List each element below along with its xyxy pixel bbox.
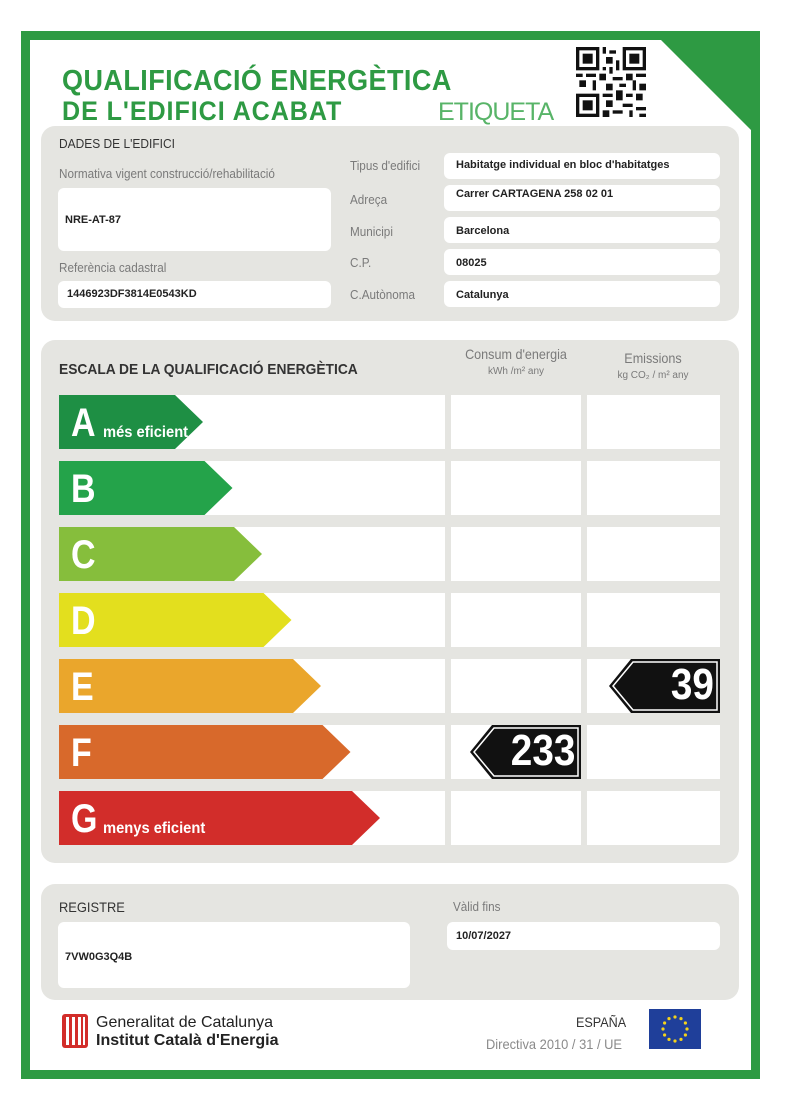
emissions-cell xyxy=(587,527,720,581)
rating-bar-c xyxy=(59,527,262,581)
eu-star-icon xyxy=(673,1039,676,1042)
registry-field xyxy=(58,922,410,988)
title-line-1: QUALIFICACIÓ ENERGÈTICA xyxy=(62,65,452,97)
rating-letter: A xyxy=(71,401,96,445)
rating-arrow-shape xyxy=(59,725,351,779)
eu-star-icon xyxy=(673,1015,676,1018)
postal-value: 08025 xyxy=(456,257,487,269)
type-field xyxy=(444,153,720,179)
consumption-cell xyxy=(451,593,581,647)
consumption-head-label: Consum d'energia xyxy=(465,346,567,362)
rating-bar-d xyxy=(59,593,292,647)
regulation-value: NRE-AT-87 xyxy=(65,214,122,226)
emissions-unit-label: kg CO₂ / m² any xyxy=(617,370,689,381)
eu-star-icon xyxy=(663,1021,666,1024)
eu-star-icon xyxy=(667,1017,670,1020)
city-label: Municipi xyxy=(350,224,393,239)
address-label: Adreça xyxy=(350,192,388,207)
region-label: C.Autònoma xyxy=(350,287,416,302)
cadastral-field xyxy=(58,281,331,308)
corner-triangle xyxy=(661,40,751,130)
consumption-cell xyxy=(451,659,581,713)
qr-code-icon xyxy=(576,47,646,117)
eu-star-icon xyxy=(684,1021,687,1024)
rating-arrow-shape xyxy=(59,659,321,713)
regulation-field xyxy=(58,188,331,251)
valid-until-value: 10/07/2027 xyxy=(456,930,512,942)
registry-panel xyxy=(41,884,739,1000)
scale-section-title: ESCALA DE LA QUALIFICACIÓ ENERGÈTICA xyxy=(59,361,358,378)
registry-label: REGISTRE xyxy=(59,899,125,915)
consumption-cell xyxy=(451,461,581,515)
emissions-cell xyxy=(587,791,720,845)
rating-sublabel: més eficient xyxy=(103,424,189,441)
type-value: Habitatge individual en bloc d'habitatges xyxy=(456,159,670,171)
rating-bar-a xyxy=(59,395,203,449)
region-field xyxy=(444,281,720,307)
rating-bar-f xyxy=(59,725,351,779)
emissions-header xyxy=(586,350,720,381)
org-name-line-1: Generalitat de Catalunya xyxy=(96,1014,273,1031)
emissions-cell xyxy=(587,395,720,449)
consumption-cell xyxy=(451,527,581,581)
consumption-unit-label: kWh /m² any xyxy=(487,366,545,377)
building-section-title: DADES DE L'EDIFICI xyxy=(59,136,175,151)
rating-bar-e xyxy=(59,659,321,713)
country-label: ESPAÑA xyxy=(576,1014,627,1030)
rating-letter: C xyxy=(71,533,96,577)
energy-scale-panel xyxy=(41,340,739,863)
label-frame xyxy=(21,31,760,1079)
eu-star-icon xyxy=(663,1033,666,1036)
emissions-cell xyxy=(587,593,720,647)
consumption-marker-value: 233 xyxy=(510,726,575,775)
eu-star-icon xyxy=(679,1038,682,1041)
type-label: Tipus d'edifici xyxy=(350,158,421,173)
address-field xyxy=(444,185,720,211)
postal-field xyxy=(444,249,720,275)
city-value: Barcelona xyxy=(456,225,510,237)
eu-star-icon xyxy=(679,1017,682,1020)
eu-star-icon xyxy=(667,1038,670,1041)
directive-label: Directiva 2010 / 31 / UE xyxy=(486,1036,623,1052)
building-data-panel xyxy=(41,126,739,321)
consumption-header xyxy=(451,346,581,377)
generalitat-logo-icon xyxy=(62,1014,88,1048)
rating-sublabel: menys eficient xyxy=(103,820,206,837)
valid-until-label: Vàlid fins xyxy=(453,899,501,914)
emissions-cell xyxy=(587,461,720,515)
eu-star-icon xyxy=(685,1027,688,1030)
regulation-label: Normativa vigent construcció/rehabilitació xyxy=(59,166,275,181)
eu-star-icon xyxy=(661,1027,664,1030)
cadastral-value: 1446923DF3814E0543KD xyxy=(67,288,197,300)
rating-bar-b xyxy=(59,461,233,515)
eu-star-icon xyxy=(684,1033,687,1036)
label-type: ETIQUETA xyxy=(438,98,554,126)
rating-letter: G xyxy=(71,797,98,841)
rating-letter: E xyxy=(71,665,94,709)
rating-letter: F xyxy=(71,731,92,775)
consumption-cell xyxy=(451,791,581,845)
address-value: Carrer CARTAGENA 258 02 01 xyxy=(456,188,614,200)
emissions-marker xyxy=(609,659,720,713)
consumption-marker xyxy=(470,725,581,779)
label-sheet xyxy=(30,40,751,1070)
eu-flag-icon xyxy=(649,1009,701,1049)
registry-value: 7VW0G3Q4B xyxy=(65,951,133,963)
consumption-cell xyxy=(451,395,581,449)
title-line-2: DE L'EDIFICI ACABAT xyxy=(62,96,343,126)
cadastral-label: Referència cadastral xyxy=(59,260,167,275)
rating-letter: B xyxy=(71,467,96,511)
rating-bar-g xyxy=(59,791,380,845)
emissions-marker-value: 39 xyxy=(670,660,714,709)
emissions-cell xyxy=(587,725,720,779)
emissions-head-label: Emissions xyxy=(624,350,682,366)
postal-label: C.P. xyxy=(350,255,372,270)
org-name-line-2: Institut Català d'Energia xyxy=(96,1032,279,1049)
city-field xyxy=(444,217,720,243)
rating-letter: D xyxy=(71,599,96,643)
valid-until-field xyxy=(447,922,720,950)
region-value: Catalunya xyxy=(456,289,509,301)
